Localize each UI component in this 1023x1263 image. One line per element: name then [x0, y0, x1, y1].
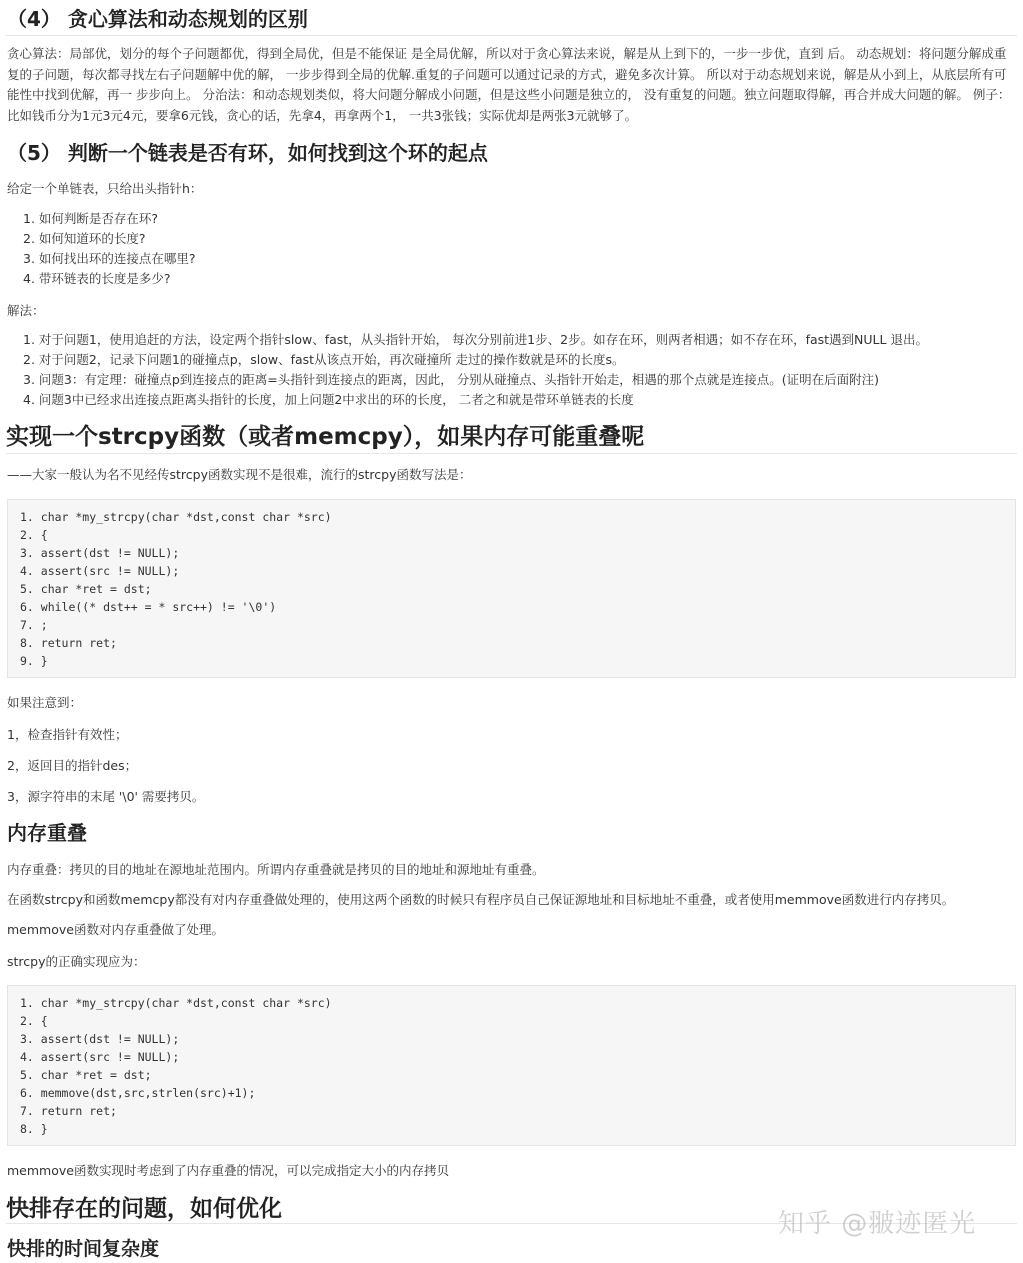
- code-line: 3. assert(dst != NULL);: [20, 546, 180, 560]
- code-line: 1. char *my_strcpy(char *dst,const char *src): [20, 510, 332, 524]
- code-line: 6. memmove(dst,src,strlen(src)+1);: [20, 1086, 256, 1100]
- note-3: 3，源字符串的末尾 '\0' 需要拷贝。: [7, 789, 205, 804]
- list-item: 2. 对于问题2，记录下问题1的碰撞点p，slow、fast从该点开始，再次碰撞所 走过的操作数就是环的长度s。: [23, 352, 625, 367]
- overlap-heading: 内存重叠: [7, 821, 87, 845]
- notes-intro: 如果注意到：: [7, 695, 83, 710]
- list-item: 3. 如何找出环的连接点在哪里?: [23, 251, 196, 266]
- code-block-memmove: [7, 985, 1016, 1146]
- code-line: 7. ;: [20, 618, 48, 632]
- code-line: 4. assert(src != NULL);: [20, 564, 180, 578]
- overlap-p1: 内存重叠：拷贝的目的地址在源地址范围内。所谓内存重叠就是拷贝的目的地址和源地址有重叠。: [7, 862, 545, 877]
- code-line: 5. char *ret = dst;: [20, 1068, 152, 1082]
- code-line: 4. assert(src != NULL);: [20, 1050, 180, 1064]
- list-item: 4. 带环链表的长度是多少?: [23, 271, 171, 286]
- strcpy-heading: 实现一个strcpy函数（或者memcpy），如果内存可能重叠呢: [6, 424, 645, 450]
- list-item: 1. 对于问题1，使用追赶的方法，设定两个指针slow、fast，从头指针开始， 每次分别前进1步、2步。如存在环，则两者相遇；如不存在环，fast遇到NULL 退出。: [23, 332, 928, 347]
- list-item: 3. 问题3：有定理：碰撞点p到连接点的距离=头指针到连接点的距离，因此， 分别从碰撞点、头指针开始走，相遇的那个点就是连接点。(证明在后面附注): [23, 372, 879, 387]
- section5-solution-label: 解法：: [7, 303, 45, 318]
- section4-divider: [6, 35, 1017, 36]
- strcpy-intro: ——大家一般认为名不见经传strcpy函数实现不是很难，流行的strcpy函数写法是：: [7, 467, 472, 482]
- code-line: 1. char *my_strcpy(char *dst,const char *src): [20, 996, 332, 1010]
- code-line: 2. {: [20, 528, 48, 542]
- code-line: 8. }: [20, 1122, 48, 1136]
- code-line: 3. assert(dst != NULL);: [20, 1032, 180, 1046]
- overlap-p4: strcpy的正确实现应为：: [7, 954, 146, 969]
- overlap-p3: memmove函数对内存重叠做了处理。: [7, 922, 224, 937]
- code-line: 6. while((* dst++ = * src++) != '\0'): [20, 600, 277, 614]
- strcpy-divider: [6, 453, 1017, 454]
- quicksort-subheading: 快排的时间复杂度: [7, 1238, 160, 1260]
- list-item: 2. 如何知道环的长度?: [23, 231, 146, 246]
- code-line: 5. char *ret = dst;: [20, 582, 152, 596]
- section5-solution-list: [23, 330, 928, 410]
- section5-question-list: [23, 209, 196, 289]
- section4-heading: （4） 贪心算法和动态规划的区别: [7, 7, 308, 31]
- section4-body: 贪心算法：局部优，划分的每个子问题都优，得到全局优，但是不能保证 是全局优解，所以对于贪心算法来说，解是从上到下的，一步一步优，直到 后。 动态规划：将问题分解成重复的子问题，每次都寻找左右子问题解中优的解， 一步步得到全局的优解.重复的子问题可以通过记录的方式，避免多次计算。 所以对于动态规划来说，解是从小到上，从底层所有可能性中找到优解，再一 步步向上。 分治法：和动态规划类似，将大问题分解成小问题，但是这些小问题是独立的， 没有重复的问题。独立问题取得解，再合并成大问题的解。 例子：比如钱币分为1元3元4元，要拿6元钱，贪心的话，先拿4，再拿两个1， 一共3张钱；实际优却是两张3元就够了。: [7, 46, 1011, 123]
- list-item: 1. 如何判断是否存在环?: [23, 211, 159, 226]
- code-line: 8. return ret;: [20, 636, 117, 650]
- list-item: 4. 问题3中已经求出连接点距离头指针的长度，加上问题2中求出的环的长度， 二者之和就是带环单链表的长度: [23, 392, 634, 407]
- overlap-p5: memmove函数实现时考虑到了内存重叠的情况，可以完成指定大小的内存拷贝: [7, 1163, 449, 1178]
- quicksort-heading: 快排存在的问题，如何优化: [6, 1196, 282, 1222]
- section5-heading: （5） 判断一个链表是否有环，如何找到这个环的起点: [7, 141, 488, 165]
- code-block-strcpy: [7, 499, 1016, 678]
- section5-intro: 给定一个单链表，只给出头指针h：: [7, 181, 203, 196]
- overlap-p2: 在函数strcpy和函数memcpy都没有对内存重叠做处理的，使用这两个函数的时候只有程序员自己保证源地址和目标地址不重叠，或者使用memmove函数进行内存拷贝。: [7, 892, 955, 907]
- code-line: 7. return ret;: [20, 1104, 117, 1118]
- note-2: 2，返回目的指针des；: [7, 758, 138, 773]
- code-line: 9. }: [20, 654, 48, 668]
- note-1: 1，检查指针有效性；: [7, 727, 128, 742]
- code-line: 2. {: [20, 1014, 48, 1028]
- zhihu-watermark: 知乎 @翍迹匿光: [778, 1209, 977, 1239]
